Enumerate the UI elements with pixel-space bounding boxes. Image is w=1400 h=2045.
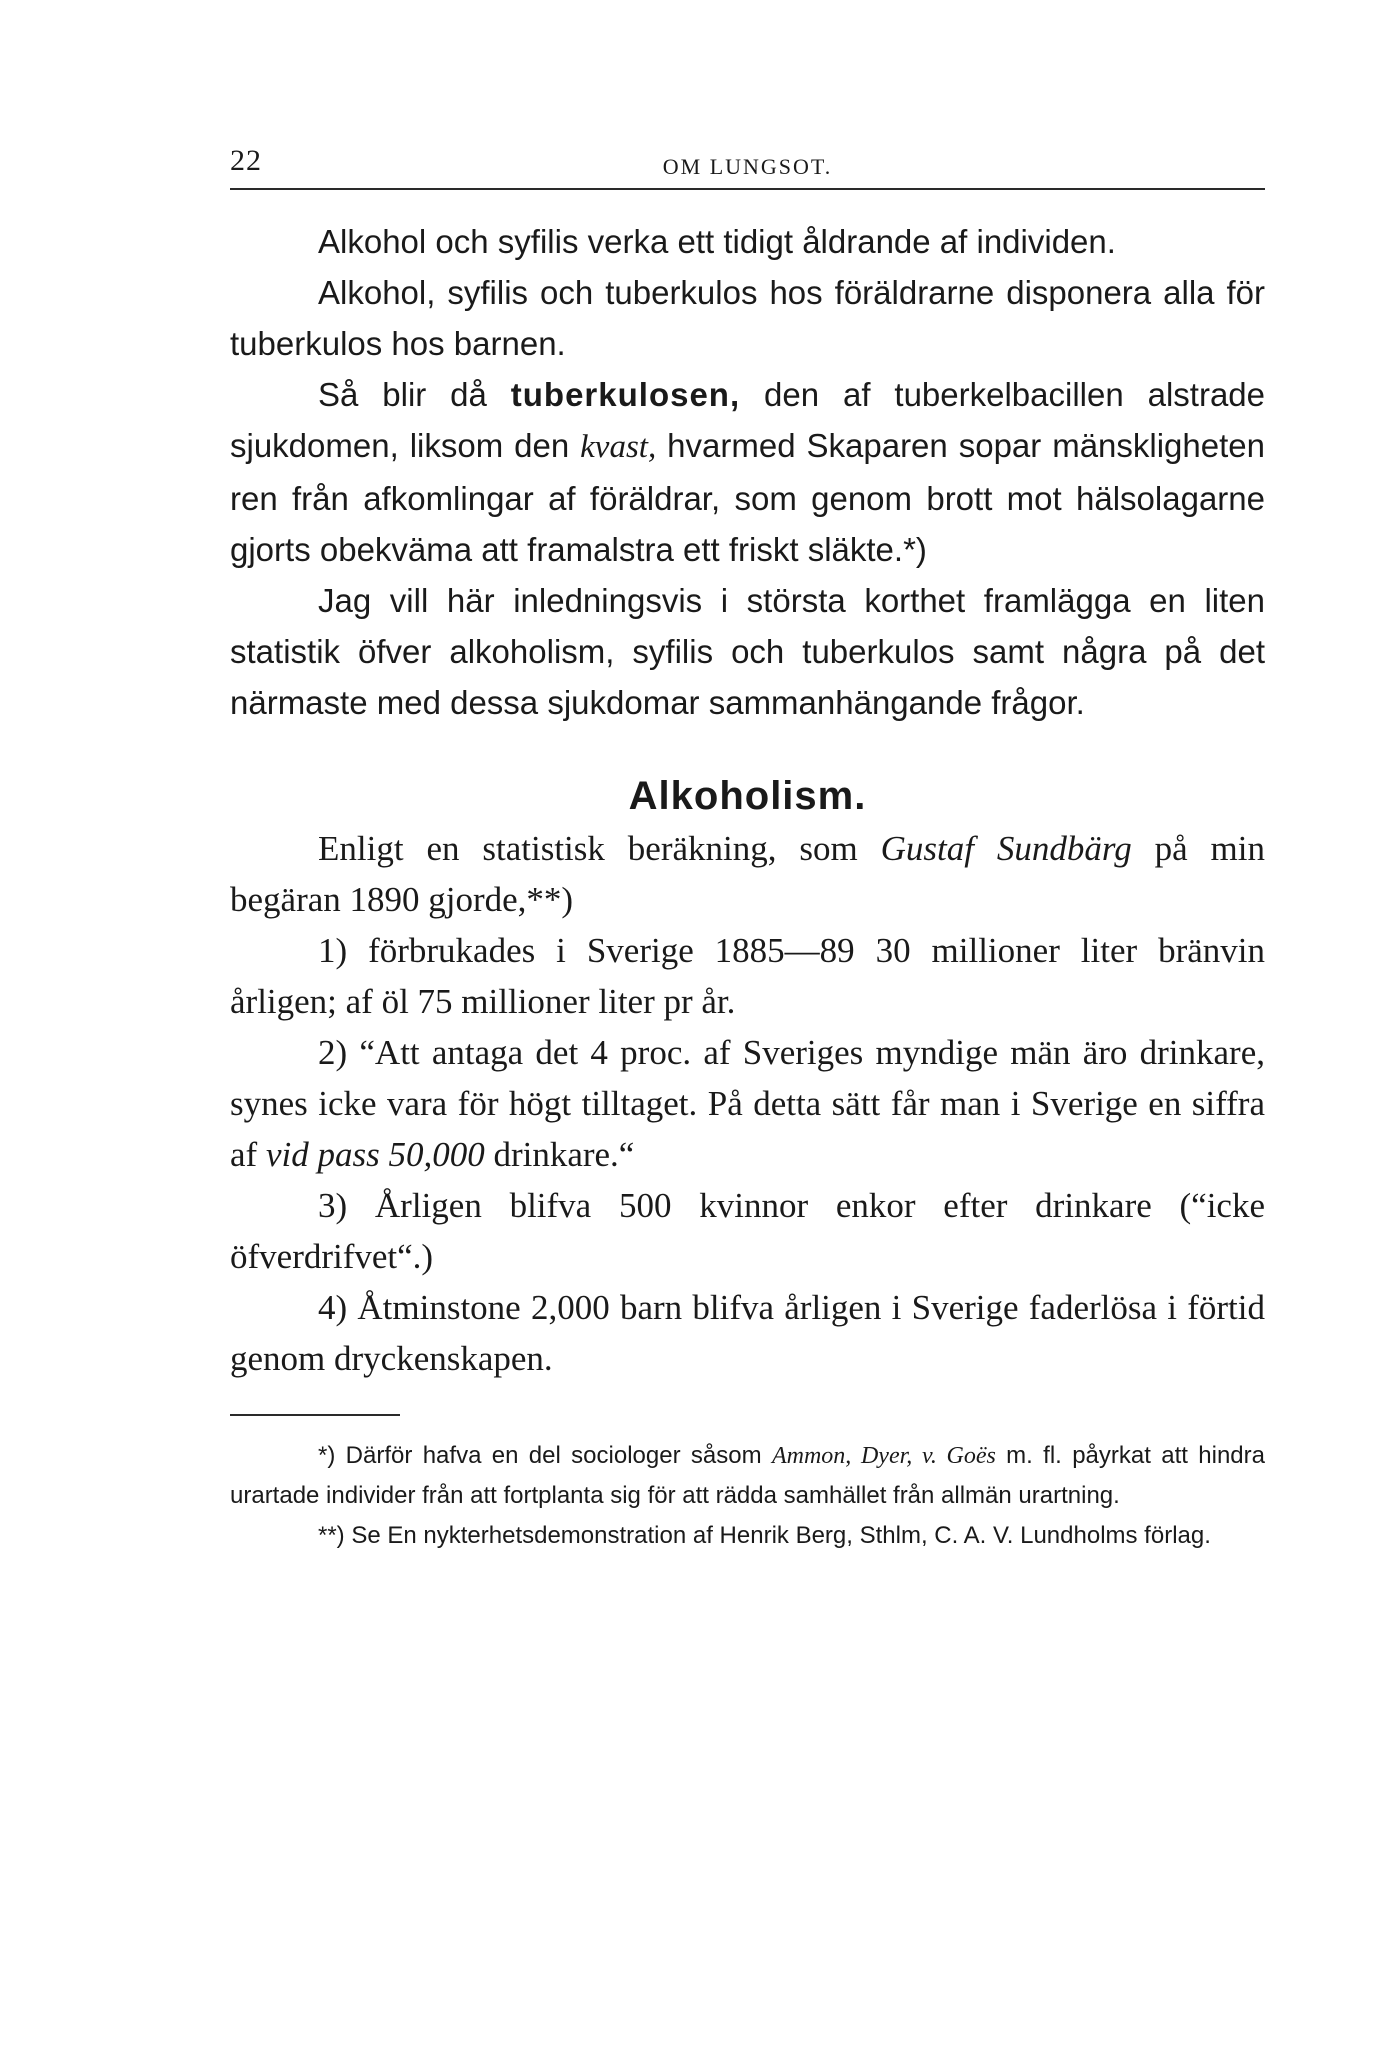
emphasized-term: tuberkulosen,: [510, 376, 741, 413]
footnote-divider: [230, 1414, 400, 1416]
list-item: [230, 1027, 1265, 1180]
emphasized-figure: vid pass 50,000: [265, 1135, 485, 1174]
list-item: 3) Årligen blifva 500 kvinnor enkor efter drinkare (“icke öfverdrifvet“.): [230, 1186, 1265, 1276]
section-heading: Alkoholism.: [628, 774, 867, 818]
footnotes: [230, 1436, 1265, 1556]
text-run: drinkare.“: [484, 1135, 635, 1174]
text-run: Så blir då: [318, 376, 511, 413]
book-page: [230, 140, 1265, 1940]
footnote: **) Se En nykterhetsdemonstration af Henrik Berg, Sthlm, C. A. V. Lundholms förlag.: [318, 1522, 1211, 1549]
footnote: [230, 1436, 1265, 1516]
text-run: hvarmed Skaparen sopar mänskligheten ren från afkomlingar af föräldrar, som genom brott mot hälsolagarne gjorts obekväma att framalstra ett friskt släkte.*): [230, 427, 1265, 568]
page-number: 22: [230, 144, 262, 177]
section-text: [230, 823, 1265, 1384]
running-header: [230, 140, 1265, 190]
paragraph: [230, 823, 1265, 925]
text-run: den af tuberkelbacillen alstrade sjukdomen, liksom den: [230, 376, 1265, 464]
author-name: Gustaf Sundbärg: [880, 829, 1132, 868]
paragraph: [230, 369, 1265, 575]
list-item: 1) förbrukades i Sverige 1885—89 30 millioner liter bränvin årligen; af öl 75 millioner liter pr år.: [230, 931, 1265, 1021]
text-run: m. fl. påyrkat att hindra urartade individer från att fortplanta sig för att rädda samhället från allmän urartning.: [230, 1442, 1265, 1509]
body-text: [230, 216, 1265, 728]
text-run: *) Därför hafva en del sociologer såsom: [318, 1442, 772, 1469]
text-run: 2) “Att antaga det 4 proc. af Sveriges myndige män äro drinkare, synes icke vara för högt tilltaget. På detta sätt får man i Sverige en siffra af: [230, 1033, 1265, 1174]
paragraph: Jag vill här inledningsvis i största korthet framlägga en liten statistik öfver alkoholism, syfilis och tuberkulos samt några på det närmaste med dessa sjukdomar sammanhängande frågor.: [230, 582, 1265, 721]
paragraph: Alkohol och syfilis verka ett tidigt åldrande af individen.: [318, 223, 1116, 260]
text-run: Enligt en statistisk beräkning, som: [318, 829, 881, 868]
author-names: Ammon, Dyer, v. Goës: [771, 1443, 996, 1469]
paragraph: Alkohol, syfilis och tuberkulos hos föräldrarne disponera alla för tuberkulos hos barnen.: [230, 274, 1265, 362]
list-item: 4) Åtminstone 2,000 barn blifva årligen i Sverige faderlösa i förtid genom dryckenskapen.: [230, 1288, 1265, 1378]
running-title: OM LUNGSOT.: [662, 154, 833, 179]
emphasized-term: kvast,: [580, 429, 657, 465]
text-run: på min begäran 1890 gjorde,**): [230, 829, 1265, 919]
